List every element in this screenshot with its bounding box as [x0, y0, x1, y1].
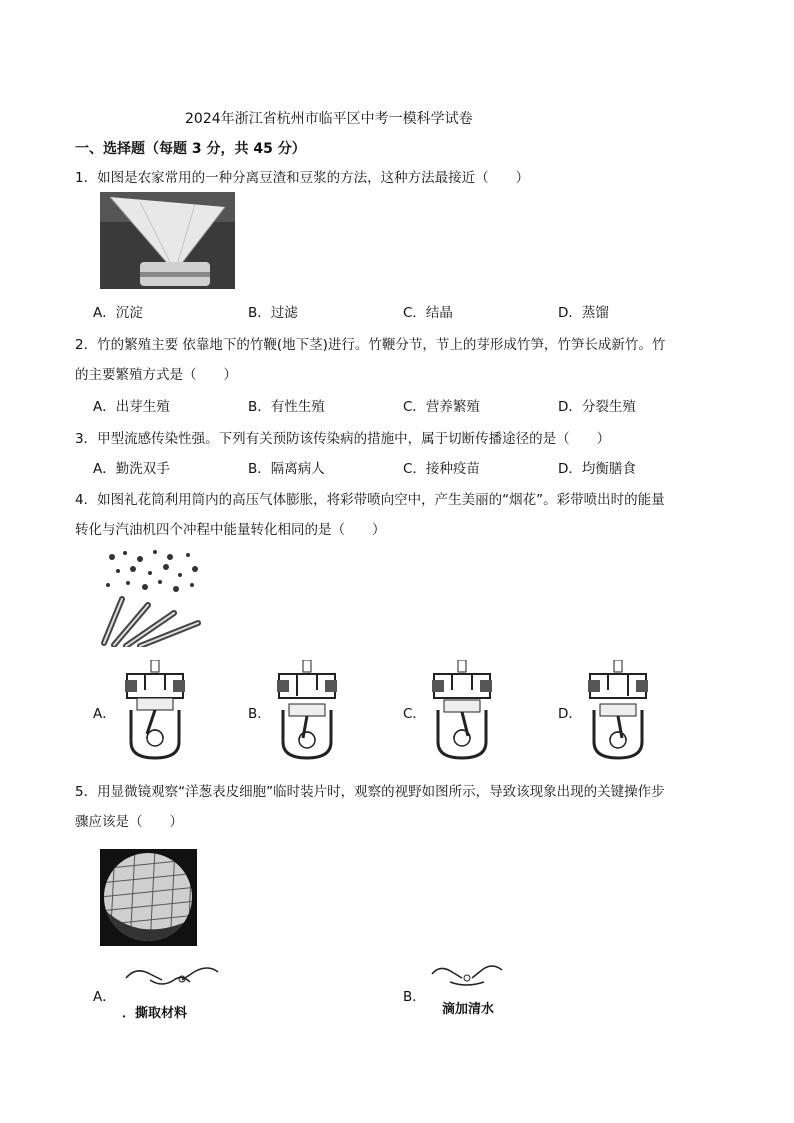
q3-option-d[interactable]: D．均衡膳食: [558, 461, 636, 477]
q5-option-a-letter[interactable]: A．: [93, 989, 116, 1005]
q2-option-d[interactable]: D．分裂生殖: [558, 399, 636, 415]
q3-option-a[interactable]: A．勤洗双手: [93, 461, 170, 477]
q5-option-b-letter[interactable]: B．: [403, 989, 426, 1005]
q5-option-b-caption: 滴加清水: [442, 1002, 495, 1017]
q1-image-filter-cloth: [100, 192, 235, 289]
q3-option-c[interactable]: C．接种疫苗: [403, 461, 480, 477]
q5-stem-line2: 骤应该是（ ）: [75, 814, 183, 830]
q4-image-confetti-cannons: [100, 547, 202, 647]
q1-option-d[interactable]: D．蒸馏: [558, 305, 609, 321]
q2-stem-line1: 2．竹的繁殖主要 依靠地下的竹鞭(地下茎)进行。竹鞭分节，节上的芽形成竹笋，竹笋长成新竹。竹: [75, 337, 666, 353]
q5-image-microscope-field: [100, 849, 197, 946]
engine-diagram-a[interactable]: [125, 660, 185, 760]
q5-option-a-image-hands[interactable]: [122, 962, 222, 998]
engine-diagram-b[interactable]: [277, 660, 337, 760]
exam-title: 2024年浙江省杭州市临平区中考一模科学试卷: [185, 111, 473, 127]
q1-option-a[interactable]: A．沉淀: [93, 305, 143, 321]
q2-stem-line2: 的主要繁殖方式是（ ）: [75, 367, 237, 383]
q4-option-d-letter[interactable]: D．: [558, 706, 582, 722]
q5-stem-line1: 5．用显微镜观察“洋葱表皮细胞”临时装片时，观察的视野如图所示，导致该现象出现的关键操作步: [75, 784, 665, 800]
engine-diagram-d[interactable]: [588, 660, 648, 760]
section-heading: 一、选择题（每题 3 分，共 45 分）: [75, 141, 306, 157]
q3-option-b[interactable]: B．隔离病人: [248, 461, 325, 477]
q4-option-a-letter[interactable]: A．: [93, 706, 116, 722]
q2-option-c[interactable]: C．营养繁殖: [403, 399, 480, 415]
q2-option-b[interactable]: B．有性生殖: [248, 399, 325, 415]
q1-option-c[interactable]: C．结晶: [403, 305, 453, 321]
q1-stem: 1．如图是农家常用的一种分离豆渣和豆浆的方法，这种方法最接近（ ）: [75, 170, 530, 186]
q4-option-c-letter[interactable]: C．: [403, 706, 426, 722]
engine-diagram-c[interactable]: [432, 660, 492, 760]
q2-option-a[interactable]: A．出芽生殖: [93, 399, 170, 415]
q4-option-b-letter[interactable]: B．: [248, 706, 271, 722]
q4-stem-line1: 4．如图礼花筒利用筒内的高压气体膨胀，将彩带喷向空中，产生美丽的“烟花”。彩带喷出时的能量: [75, 492, 665, 508]
q5-option-a-caption: ．撕取材料: [122, 1006, 188, 1021]
q5-option-b-image-hands[interactable]: [430, 962, 505, 994]
q3-stem: 3．甲型流感传染性强。下列有关预防该传染病的措施中，属于切断传播途径的是（ ）: [75, 431, 611, 447]
q1-option-b[interactable]: B．过滤: [248, 305, 298, 321]
q4-stem-line2: 转化与汽油机四个冲程中能量转化相同的是（ ）: [75, 522, 386, 538]
